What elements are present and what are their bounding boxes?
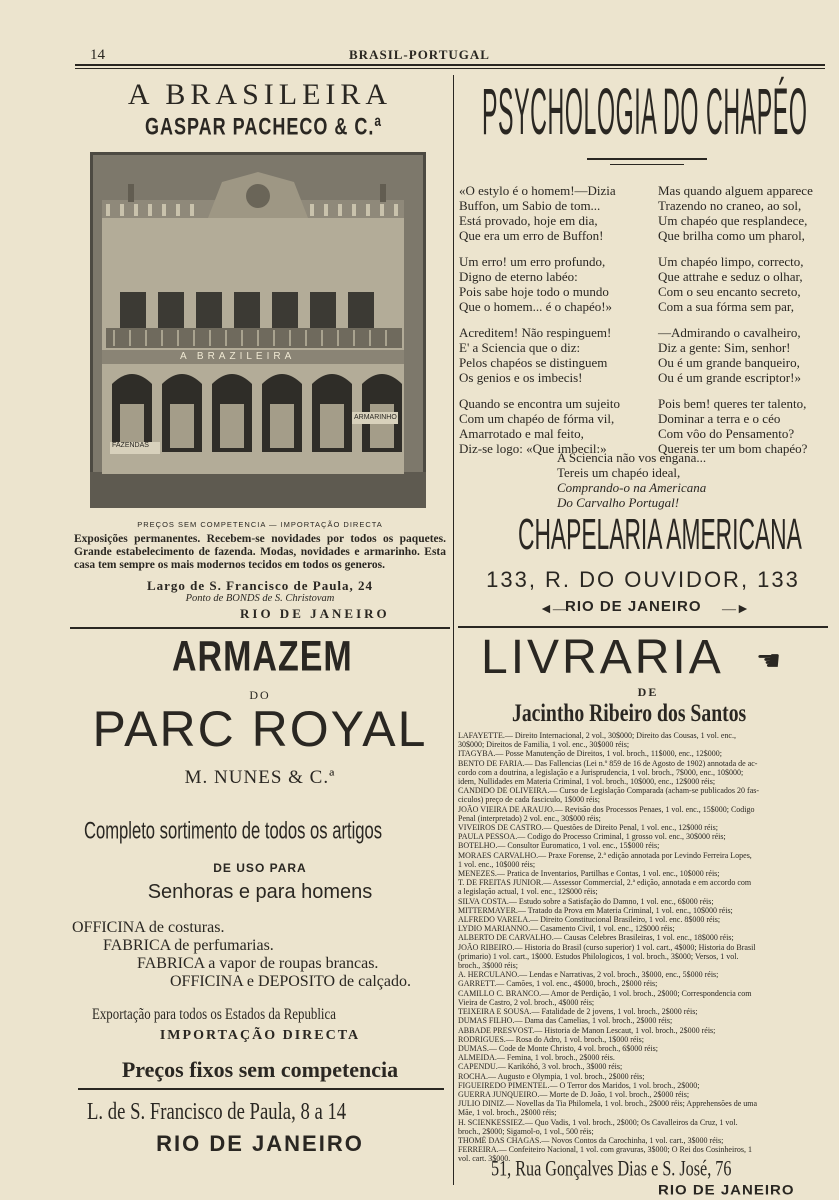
brasileira-address: Largo de S. Francisco de Paula, 24 [146, 578, 374, 593]
poem-stanza [459, 254, 654, 314]
poem-line: Que attrahe e seduz o olhar, [658, 269, 803, 284]
left-section-divider [70, 627, 450, 629]
livraria-city: RIO DE JANEIRO [658, 1182, 795, 1199]
poem-stanza [459, 183, 654, 243]
book-entry: CAPENDU.— Karikóhó, 3 vol. broch., 3$000 réis; [458, 1062, 623, 1072]
chapelaria-arrow-left: ◄— [539, 602, 567, 617]
book-entry: Mãe, 1 vol. broch., 2$000 réis; [458, 1108, 557, 1118]
poem-line: Que o homem... é o chapéo!» [459, 299, 613, 314]
page-number: 14 [90, 47, 105, 63]
brasileira-city: RIO DE JANEIRO [240, 606, 390, 621]
book-entry: Vieira de Castro, 2 vol. broch., 4$000 réis; [458, 997, 595, 1007]
chapelaria-address: 133, R. DO OUVIDOR, 133 [486, 567, 800, 592]
poem-line: Quando se encontra um sujeito [459, 396, 621, 411]
poem-line: E' a Sciencia que o diz: [459, 340, 581, 355]
running-title: BRASIL-PORTUGAL [349, 47, 490, 62]
brasileira-caption: PREÇOS SEM COMPETENCIA — IMPORTAÇÃO DIRECTA [137, 520, 383, 529]
book-entry: CANDIDO DE OLIVEIRA.— Curso de Legislação Comparada (acham-se publicados 20 fas- [458, 786, 760, 796]
poem-stanza [658, 325, 830, 385]
poem-line: Comprando-o na Americana [557, 480, 707, 495]
book-entry: FERREIRA.— Confeiteiro Nacional, 1 vol. com gravuras, 3$000; O Rei dos Cosinheiros, 1 [458, 1145, 752, 1155]
brasileira-bonds: Ponto de BONDS de S. Christovam [185, 593, 335, 604]
armazem-firm: M. NUNES & C.ª [184, 767, 336, 788]
poem-line: Os genios e os imbecis! [459, 370, 583, 385]
armazem-uso: DE USO PARA [213, 861, 307, 875]
book-entry: ALMEIDA.— Femina, 1 vol. broch., 2$000 réis. [458, 1053, 615, 1063]
sign-armarinho: ARMARINHO [354, 414, 397, 421]
poem-stanza [658, 254, 830, 314]
book-entry: 1 vol. enc., 10$000 réis; [458, 859, 536, 869]
armazem-city: RIO DE JANEIRO [156, 1131, 364, 1156]
armazem-line-1: OFFICINA de costuras. [72, 919, 225, 936]
brasileira-title: A BRASILEIRA [127, 78, 393, 111]
poem-line: Pelos chapéos se distinguem [459, 355, 608, 370]
header-rule [75, 64, 825, 66]
armazem-line-4: OFFICINA e DEPOSITO de calçado. [170, 973, 412, 990]
poem-line: Com vôo do Pensamento? [658, 426, 795, 441]
book-entry: ciculos) preço de cada fasciculo, 1$000 réis; [458, 795, 600, 805]
poem-line: Quereis ter um bom chapéo? [658, 441, 808, 456]
book-entry: H. SCIENKESSIEZ.— Quo Vadis, 1 vol. broch., 2$000; Os Cavalleiros da Cruz, 1 vol. [458, 1117, 738, 1127]
livraria-de: DE [637, 685, 659, 699]
poem-line: Que brilha como um pharol, [658, 228, 805, 243]
poem-line: Acreditem! Não respinguem! [459, 325, 612, 340]
livraria-owner: Jacintho Ribeiro dos Santos [512, 700, 747, 728]
book-list [458, 731, 832, 1164]
chapelaria-title: CHAPELARIA AMERICANA [518, 511, 802, 560]
book-entry: T. DE FREITAS JUNIOR.— Assessor Commercial, 2.ª edição, annotada e em accordo com [458, 878, 752, 888]
poem-line: Com a sua fórma sem par, [658, 299, 794, 314]
psychologia-title: PSYCHOLOGIA DO CHAPÉO [482, 76, 808, 149]
poem-line: Diz-se logo: «Que imbecil:» [459, 441, 607, 456]
poem-line: Diz a gente: Sim, senhor! [658, 340, 791, 355]
book-entry: BENTO DE FARIA.— Das Fallencias (Lei n.º 859 de 16 de Agosto de 1902) annotada de ac- [458, 758, 758, 768]
poem-line: Ou é um grande escriptor!» [658, 370, 801, 385]
book-entry: ALBERTO DE CARVALHO.— Causas Celebres Brasileiras, 1 vol. enc., 18$000 réis; [458, 933, 734, 943]
poem-line: Que era um erro de Buffon! [459, 228, 604, 243]
book-entry: 30$000; Direitos de Familia, 1 vol. enc., 30$000 réis; [458, 740, 630, 750]
sign-brazileira: A BRAZILEIRA [180, 351, 296, 362]
book-entry: MENEZES.— Pratica de Inventarios, Partilhas e Contas, 1 vol. enc., 10$000 réis; [458, 869, 720, 879]
livraria-title: LIVRARIA [481, 631, 724, 684]
book-entry: idem, Nullidades em Materia Criminal, 1 vol. broch., 10$000, enc., 12$000 réis; [458, 777, 716, 787]
book-entry: vol. cart. 3$000. [458, 1154, 511, 1164]
poem-stanza [459, 396, 654, 456]
book-entry: PAULA PESSOA.— Codigo do Processo Criminal, 1 grosso vol. enc., 30$000 réis; [458, 832, 726, 842]
armazem-tagline: Completo sortimento de todos os artigos [84, 818, 383, 845]
book-entry: A. HERCULANO.— Lendas e Narrativas, 2 vol. broch., 3$000, enc., 5$000 réis; [458, 970, 719, 980]
armazem-name: PARC ROYAL [92, 701, 428, 757]
header-rule-thin [75, 68, 825, 69]
armazem-prices: Preços fixos sem competencia [121, 1057, 399, 1082]
armazem-export: Exportação para todos os Estados da Republica [92, 1007, 336, 1024]
sign-fazendas: FAZENDAS [112, 442, 149, 449]
book-entry: JOÃO RIBEIRO.— Historia do Brasil (curso superior) 1 vol. cart., 4$000; Historia do Brasil [458, 942, 756, 952]
chapelaria-city: RIO DE JANEIRO [565, 598, 702, 615]
book-entry: a legislação actual, 1 vol. enc., 12$000 réis; [458, 887, 598, 897]
armazem-line-3: FABRICA a vapor de roupas brancas. [137, 955, 379, 972]
poem-line: Com um chapéo de fórma vil, [459, 411, 615, 426]
book-entry: FIGUEIREDO PIMENTEL.— O Terror dos Maridos, 1 vol. broch., 2$000; [458, 1080, 700, 1090]
hand-pointer-icon: ☚ [756, 646, 782, 677]
book-entry: ALFREDO VARELA.— Direito Constitucional Brasileiro, 1 vol. enc. 8$000 réis; [458, 915, 721, 925]
book-entry: ROCHA.— Augusto e Olympia, 1 vol. broch., 2$000 réis; [458, 1071, 645, 1081]
armazem-do: DO [249, 688, 271, 702]
book-entry: JOÃO VIEIRA DE ARAUJO.— Revisão dos Processos Penaes, 1 vol. enc., 15$000; Codigo [458, 804, 755, 814]
column-divider [453, 75, 454, 1185]
poem-line: Ou é um grande banqueiro, [658, 355, 800, 370]
poem-line: Pois bem! queres ter talento, [658, 396, 807, 411]
brasileira-firm: GASPAR PACHECO & C.ª [145, 113, 383, 140]
right-section-divider [458, 626, 828, 628]
poem-line: Dominar a terra e o céo [658, 411, 781, 426]
book-entry: broch., 3$000 réis; [458, 961, 518, 971]
armazem-import: IMPORTAÇÃO DIRECTA [159, 1028, 361, 1043]
book-entry: MITTERMAYER.— Tratado da Prova em Materia Criminal, 1 vol. enc., 10$000 réis; [458, 905, 733, 915]
armazem-line-2: FABRICA de perfumarias. [103, 937, 274, 954]
book-entry: CAMILLO C. BRANCO.— Amor de Perdição, 1 vol. broch., 2$000; Correspondencia com [458, 988, 752, 998]
book-entry: LAFAYETTE.— Direito Internacional, 2 vol., 30$000; Direito das Cousas, 1 vol. enc., [458, 731, 736, 740]
brasileira-body: Exposições permanentes. Recebem-se novidades por todos os paquetes. Grande estabelecimento de fazenda. Modas, novidades e armarinho. Esta casa tem sempre os mais modernos tecidos em todos os generos. [74, 533, 446, 571]
book-entry: (primario) 1 vol. cart., 1$000. Estudos Philologicos, 1 vol. broch., 3$000; Versos, 1 vol. [458, 951, 739, 961]
book-entry: DUMAS.— Code de Monte Christo, 4 vol. broch., 6$000 réis; [458, 1043, 658, 1053]
poem-line: Digno de eterno labéo: [459, 269, 578, 284]
title-ornament [587, 158, 707, 160]
book-entry: RODRIGUES.— Rosa do Adro, 1 vol. broch., 1$000 réis; [458, 1034, 644, 1044]
book-entry: cordo com a doutrina, a legislação e a Jurisprudencia, 1 vol. broch., 7$000, enc., 10$000; [458, 767, 744, 777]
poem-stanza [459, 325, 654, 385]
book-entry: BOTELHO.— Consultor Euromatico, 1 vol. enc., 15$000 réis; [458, 841, 660, 851]
poem-left-column [459, 183, 654, 467]
book-entry: broch., 2$000; Sigamol-o, 1 vol., 500 réis; [458, 1126, 594, 1136]
poem-stanza [658, 396, 830, 456]
book-entry: Penal (interpretado) 2 vol. enc., 30$000 réis; [458, 813, 601, 823]
book-entry: SILVA COSTA.— Estudo sobre a Satisfação do Damno, 1 vol. enc., 6$000 réis; [458, 896, 714, 906]
poem-line: Com o seu encanto secreto, [658, 284, 801, 299]
storefront-illustration [90, 152, 426, 508]
poem-line: Está provado, hoje em dia, [459, 213, 598, 228]
livraria-address: 51, Rua Gonçalves Dias e S. José, 76 [491, 1157, 732, 1182]
poem-closing [557, 450, 817, 510]
poem-line: A Sciencia não vos engana... [557, 450, 707, 465]
poem-line: «O estylo é o homem!—Dizia [459, 183, 616, 198]
book-entry: THOMÉ DAS CHAGAS.— Novos Contos da Carochinha, 1 vol. cart., 3$000 réis; [458, 1135, 724, 1145]
poem-right-column [658, 183, 830, 467]
poem-line: Pois sabe hoje todo o mundo [459, 284, 609, 299]
title-ornament-2 [610, 164, 684, 165]
poem-line: Um chapéo que resplandece, [658, 213, 808, 228]
poem-stanza [658, 183, 830, 243]
book-entry: JULIO DINIZ.— Novellas da Tia Philomela, 1 vol. broch., 2$000 réis; Apprehensões de uma [458, 1099, 758, 1109]
chapelaria-arrow-right: —► [722, 602, 750, 617]
poem-line: Do Carvalho Portugal! [557, 495, 680, 510]
poem-line: Trazendo no craneo, ao sol, [658, 198, 802, 213]
book-entry: MORAES CARVALHO.— Praxe Forense, 2.ª edição annotada por Levindo Ferreira Lopes, [458, 850, 752, 860]
armazem-title: ARMAZEM [172, 633, 353, 681]
book-entry: ITAGYBA.— Posse Manutenção de Direitos, 1 vol. broch., 11$000, enc., 12$000; [458, 749, 722, 759]
book-entry: VIVEIROS DE CASTRO.— Questões de Direito Penal, 1 vol. enc., 12$000 réis; [458, 823, 718, 833]
armazem-address: L. de S. Francisco de Paula, 8 a 14 [87, 1097, 347, 1125]
poem-line: Um erro! um erro profundo, [459, 254, 606, 269]
poem-line: Mas quando alguem apparece [658, 183, 813, 198]
book-entry: LYDIO MARIANNO.— Casamento Civil, 1 vol. enc., 12$000 réis; [458, 924, 675, 934]
book-entry: DUMAS FILHO.— Dama das Camelias, 1 vol. broch., 2$000 réis; [458, 1016, 673, 1026]
armazem-sexes: Senhoras e para homens [147, 881, 373, 903]
book-entry: GARRETT.— Camões, 1 vol. enc., 4$000, broch., 2$000 réis; [458, 979, 658, 989]
poem-line: Tereis um chapéo ideal, [557, 465, 681, 480]
poem-line: Buffon, um Sabio de tom... [459, 198, 601, 213]
poem-line: —Admirando o cavalheiro, [658, 325, 801, 340]
poem-line: Amarrotado e mal feito, [459, 426, 584, 441]
poem-line: Um chapéo limpo, correcto, [658, 254, 804, 269]
book-entry: ABBADE PRESVOST.— Historia de Manon Lescaut, 1 vol. broch., 2$000 réis; [458, 1025, 716, 1035]
book-entry: TEIXEIRA E SOUSA.— Fatalidade de 2 jovens, 1 vol. broch., 2$000 réis; [458, 1007, 698, 1017]
book-entry: GUERRA JUNQUEIRO.— Morte de D. João, 1 vol. broch., 2$000 réis; [458, 1089, 690, 1099]
armazem-rule [78, 1088, 444, 1090]
